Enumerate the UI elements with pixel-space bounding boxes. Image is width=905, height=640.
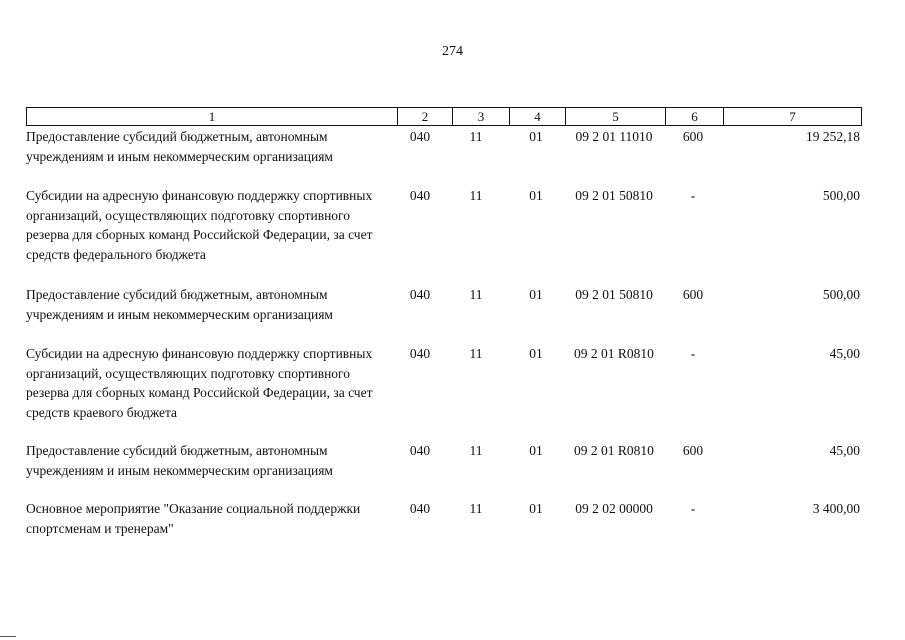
row-code-5: 09 2 01 R0810 [574,346,654,361]
row-code-2: 040 [409,443,431,458]
row-code-5: 09 2 01 R0810 [574,443,654,458]
row-description: Субсидии на адресную финансовую поддержку спортивных организаций, осуществляющих подготовку спортивного резерва для сборных команд Российской Федерации, за счет средств краевого бюджета [26,346,373,420]
row-code-5: 09 2 01 11010 [575,129,653,144]
table-header [26,107,862,126]
row-code-6: - [690,501,696,516]
row-code-5: 09 2 01 50810 [575,287,653,302]
row-code-6: - [690,188,696,203]
header-col-2: 2 [397,108,452,125]
row-code-6: 600 [682,287,704,302]
header-col-5: 5 [565,108,665,125]
header-col-1: 1 [208,109,216,124]
row-code-4: 01 [529,129,543,144]
row-code-4: 01 [529,188,543,203]
row-code-3: 11 [469,346,483,361]
row-code-3: 11 [469,287,483,302]
row-code-4: 01 [529,287,543,302]
row-code-4: 01 [529,501,543,516]
header-col-3: 3 [452,108,509,125]
row-code-3: 11 [469,443,483,458]
row-code-5: 09 2 01 50810 [575,188,653,203]
row-amount: 3 400,00 [812,501,860,516]
row-code-6: 600 [682,443,704,458]
row-description: Субсидии на адресную финансовую поддержку спортивных организаций, осуществляющих подготовку спортивного резерва для сборных команд Российской Федерации, за счет средств федерального бюджета [26,188,373,262]
row-amount: 500,00 [822,287,860,302]
row-code-5: 09 2 02 00000 [575,501,653,516]
header-col-7: 7 [723,108,861,125]
page-number: 274 [442,44,463,59]
row-code-4: 01 [529,346,543,361]
row-code-6: - [690,346,696,361]
row-description: Предоставление субсидий бюджетным, автономным учреждениям и иным некоммерческим организациям [26,287,333,322]
row-code-2: 040 [409,346,431,361]
row-code-4: 01 [529,443,543,458]
scan-edge-mark [0,636,16,637]
row-code-2: 040 [409,129,431,144]
header-col-4: 4 [509,108,565,125]
row-code-3: 11 [469,188,483,203]
row-description: Основное мероприятие "Оказание социальной поддержки спортсменам и тренерам" [26,501,361,536]
row-description: Предоставление субсидий бюджетным, автономным учреждениям и иным некоммерческим организациям [26,443,333,478]
row-amount: 500,00 [822,188,860,203]
row-amount: 45,00 [829,443,860,458]
row-code-2: 040 [409,501,431,516]
row-code-6: 600 [682,129,704,144]
row-code-2: 040 [409,287,431,302]
header-col-6: 6 [665,108,723,125]
row-code-3: 11 [469,501,483,516]
row-code-2: 040 [409,188,431,203]
row-amount: 19 252,18 [806,129,860,144]
row-description: Предоставление субсидий бюджетным, автономным учреждениям и иным некоммерческим организациям [26,129,333,164]
row-amount: 45,00 [829,346,860,361]
row-code-3: 11 [469,129,483,144]
